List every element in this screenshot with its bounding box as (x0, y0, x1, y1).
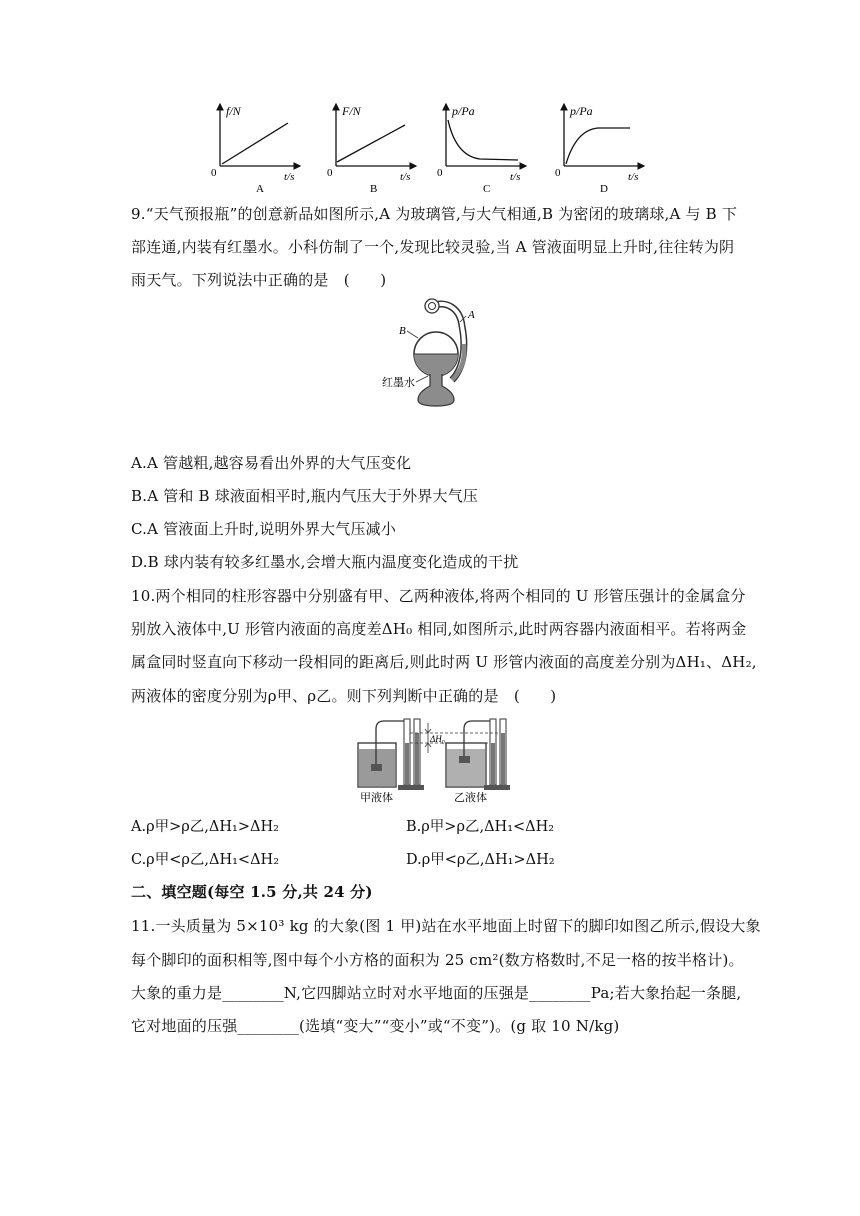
pressure-gauge-figure (354, 713, 510, 805)
q10-line-4: 两液体的密度分别为ρ甲、ρ乙。则下列判断中正确的是 ( ) (131, 687, 557, 705)
graph-b-ylabel: F/N (342, 104, 361, 118)
q11-line-1: 11.一头质量为 5×10³ kg 的大象(图 1 甲)站在水平地面上时留下的脚印如图乙所示,假设大象 (131, 917, 761, 935)
graph-b-tag: B (370, 183, 378, 195)
graph-b (327, 104, 416, 195)
graph-c-origin: 0 (437, 167, 443, 179)
graph-c-tag: C (483, 183, 491, 195)
q10-option-d: D.ρ甲<ρ乙,ΔH₁>ΔH₂ (406, 852, 555, 868)
graph-c-xlabel: t/s (510, 171, 521, 183)
fig-label-left-liquid: 甲液体 (360, 791, 393, 804)
graph-a-xlabel: t/s (284, 171, 295, 183)
q11-line-2: 每个脚印的面积相等,图中每个小方格的面积为 25 cm²(数方格数时,不足一格的按半格计)。 (131, 951, 744, 969)
q10-option-c: C.ρ甲<ρ乙,ΔH₁<ΔH₂ (131, 852, 280, 868)
graph-c-ylabel: p/Pa (452, 104, 475, 118)
q10-option-a: A.ρ甲>ρ乙,ΔH₁>ΔH₂ (131, 819, 279, 835)
graph-d-origin: 0 (555, 167, 561, 179)
q9-option-c: C.A 管液面上升时,说明外界大气压减小 (131, 520, 397, 538)
graph-c (437, 104, 526, 195)
q10-option-b: B.ρ甲>ρ乙,ΔH₁<ΔH₂ (406, 819, 555, 835)
graph-d-xlabel: t/s (628, 171, 639, 183)
section-heading: 二、填空题(每空 1.5 分,共 24 分) (131, 883, 373, 901)
fig-label-ink: 红墨水 (382, 376, 415, 389)
q9-option-a: A.A 管越粗,越容易看出外界的大气压变化 (131, 454, 412, 472)
graph-a-tag: A (256, 183, 264, 195)
q9-option-b: B.A 管和 B 球液面相平时,瓶内气压大于外界大气压 (131, 487, 479, 505)
q11-line-3: 大象的重力是________N,它四脚站立时对水平地面的压强是________Pa;若大象抬起一条腿, (131, 984, 742, 1002)
fig-label-b: B (399, 325, 406, 337)
q10-line-3: 属盒同时竖直向下移动一段相同的距离后,则此时两 U 形管内液面的高度差分别为ΔH₁、ΔH₂, (131, 653, 757, 671)
q9-line-1: 9.“天气预报瓶”的创意新品如图所示,A 为玻璃管,与大气相通,B 为密闭的玻璃球,A 与 B 下 (131, 205, 738, 223)
fig-label-dh0: ΔH₀ (430, 734, 445, 744)
fig-label-right-liquid: 乙液体 (454, 791, 487, 804)
graph-b-origin: 0 (327, 167, 333, 179)
q10-line-1: 10.两个相同的柱形容器中分别盛有甲、乙两种液体,将两个相同的 U 形管压强计的金属盒分 (131, 587, 746, 605)
graph-d-ylabel: p/Pa (570, 104, 593, 118)
q9-line-3: 雨天气。下列说法中正确的是 ( ) (131, 271, 387, 289)
graphs-row (200, 98, 660, 196)
fig-label-a: A (468, 309, 475, 321)
q10-line-2: 别放入液体中,U 形管内液面的高度差ΔH₀ 相同,如图所示,此时两容器内液面相平。若将两金 (131, 620, 747, 638)
graph-d (555, 104, 644, 195)
weather-bottle-figure (380, 296, 490, 408)
graph-a-origin: 0 (211, 167, 217, 179)
graph-a (211, 104, 300, 195)
q9-line-2: 部连通,内装有红墨水。小科仿制了一个,发现比较灵验,当 A 管液面明显上升时,往往转为阴 (131, 238, 735, 256)
graph-a-ylabel: f/N (226, 104, 241, 118)
graph-b-xlabel: t/s (400, 171, 411, 183)
graph-d-tag: D (600, 183, 608, 195)
q9-option-d: D.B 球内装有较多红墨水,会增大瓶内温度变化造成的干扰 (131, 553, 519, 571)
q11-line-4: 它对地面的压强________(选填“变大”“变小”或“不变”)。(g 取 10 N/kg) (131, 1017, 620, 1035)
